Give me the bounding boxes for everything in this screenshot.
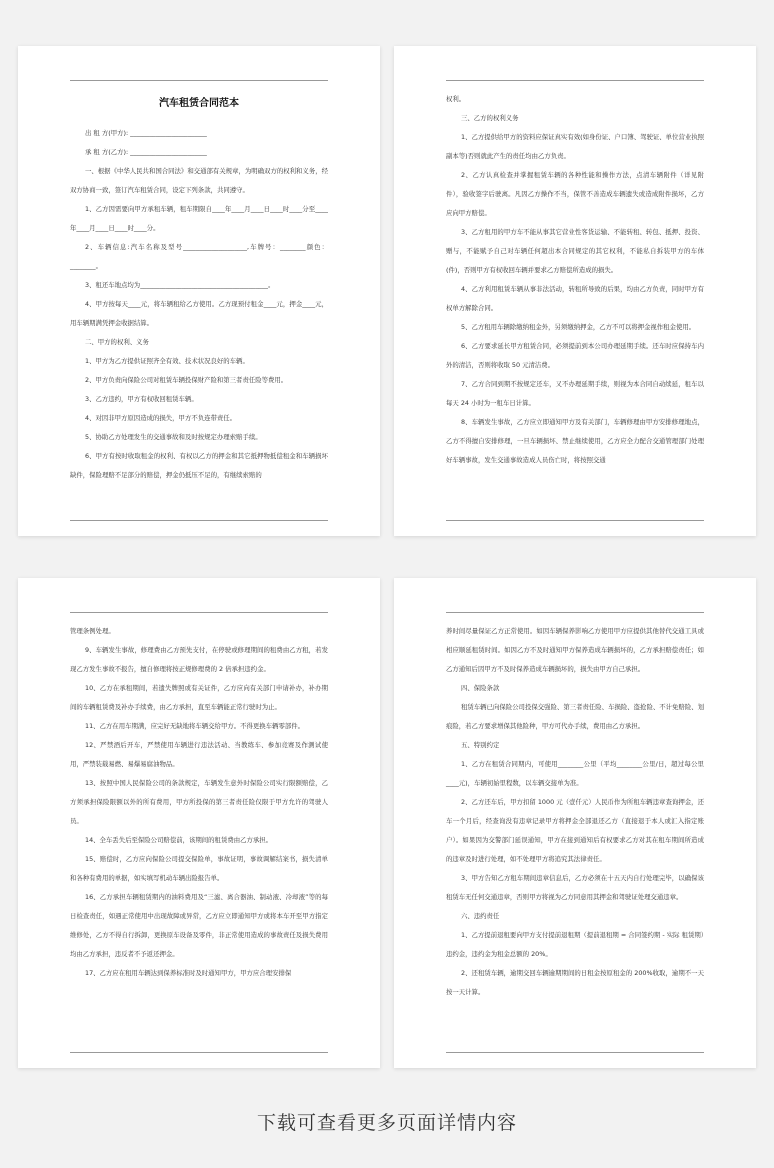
paragraph: 3、租还车地点均为________________________________________。 xyxy=(85,281,275,289)
header-rule xyxy=(446,612,704,613)
footer-rule xyxy=(446,1052,704,1053)
document-page-4 xyxy=(394,578,756,1068)
paragraph: 2、甲方负责向保险公司对租赁车辆投保财产险和第三者责任险等费用。 xyxy=(85,376,288,384)
section-heading: 三、乙方的权利义务 xyxy=(461,114,519,122)
paragraph: 11、乙方在用车期满，应完好无缺地将车辆交给甲方。不得更换车辆零部件。 xyxy=(85,722,305,730)
header-rule xyxy=(446,80,704,81)
paragraph: 5、协助乙方处理发生的交通事故和及时按规定办理索赔手续。 xyxy=(85,433,262,441)
paragraph: 5、乙方租用车辆除缴纳租金外，另须缴纳押金，乙方不可以将押金视作租金使用。 xyxy=(461,323,696,331)
paragraph: 15、赔偿时，乙方应向保险公司提交保险单，事故证明，事故调解结案书，损失清单和各种有费用的单据，如实填写机动车辆出险报告单。 xyxy=(70,855,328,882)
document-title: 汽车租赁合同范本 xyxy=(159,98,239,109)
section-heading: 四、保险条款 xyxy=(461,684,500,692)
paragraph: 2、车辆信息:汽车名称及型号____________________,车牌号：________颜色：________。 xyxy=(70,243,328,270)
paragraph-continuation: 管理条例处理。 xyxy=(70,627,115,635)
footer-rule xyxy=(70,520,328,521)
paragraph: 6、甲方有按时收取租金的权利、有权以乙方的押金和其它抵押物抵偿租金和车辆损坏缺件，保险理赔不足部分的赔偿，押金仍抵压不足的，有继续索赔的 xyxy=(70,452,328,479)
paragraph: 2、乙方还车后，甲方扣留 1000 元（壹仟元）人民币作为所租车辆违章查询押金，还车一个月后，经查询没有违章记录甲方将押金全部退还乙方（直接退于本人或汇入指定账户）。如果因为交警部门延误通知，甲方在接到通知后有权要求乙方对其在租车期间所造成的违章及时进行处理，如不处理甲方将追究其法律责任。 xyxy=(446,798,704,863)
party-a-line: 出 租 方(甲方): ________________________ xyxy=(85,129,207,137)
paragraph: 14、全车丢失后至保险公司赔偿前，该期间的租赁费由乙方承担。 xyxy=(85,836,273,844)
page-content xyxy=(446,622,704,1002)
paragraph: 12、严禁酒后开车，严禁使用车辆进行违法活动、当教练车、参加竞赛及作测试使用，严禁装载易燃、易爆易腐油物品。 xyxy=(70,741,328,768)
page-content xyxy=(70,622,328,983)
header-rule xyxy=(70,80,328,81)
paragraph: 1、甲方为乙方提供证照齐全有效、技术状况良好的车辆。 xyxy=(85,357,249,365)
section-heading: 二、甲方的权利、义务 xyxy=(85,338,149,346)
page-content xyxy=(70,96,328,485)
paragraph: 1、乙方提前退租要向甲方支付提前退租期（提前退租期 = 合同签约期 - 实际 租赁期）违约金，违约金为租金总额的 20%。 xyxy=(446,931,704,958)
paragraph: 租赁车辆已向保险公司投保交强险、第三者责任险、车损险、盗抢险、不计免赔险、划痕险，若乙方要求增保其他险种，甲方可代办手续，费用由乙方承担。 xyxy=(446,703,704,730)
document-page-3 xyxy=(18,578,380,1068)
document-page-2 xyxy=(394,46,756,536)
paragraph: 17、乙方应在租用车辆达到保养标准时及时通知甲方，甲方应合理安排保 xyxy=(85,969,292,977)
paragraph: 4、乙方利用租赁车辆从事非法活动，转租所导致的后果，均由乙方负责，同时甲方有权单方解除合同。 xyxy=(446,285,704,312)
document-page-1 xyxy=(18,46,380,536)
paragraph: 7、乙方合同到期不按规定还车，又不办理延期手续，则视为本合同自动续延，租车以每天 24 小时为一租车日计算。 xyxy=(446,380,704,407)
paragraph: 3、乙方租用的甲方车不能从事其它营业性客货运输、不能转租、转包、抵押、投资、赠与，不能赋予自己对车辆任何超出本合同规定的其它权利，不能私自拆装甲方的车体(件)，否则甲方有权收回车辆并要求乙方赔偿所造成的损失。 xyxy=(446,228,704,274)
paragraph: 1、乙方在租赁合同期内，可使用________公里（平均________公里/日，超过每公里____元)，车辆初始里程数，以车辆交接单为准。 xyxy=(446,760,704,787)
paragraph: 一、根据《中华人民共和国合同法》和交通部有关规章，为明确双方的权利和义务，经双方协商一致，签订汽车租赁合同，设定下列条款，共同遵守。 xyxy=(70,167,328,194)
paragraph-continuation: 养时间尽量保证乙方正常使用。如因车辆保养影响乙方使用甲方应提供其他替代交通工具或相应顺延租赁时间。如因乙方不及时通知甲方保养造成车辆损坏的，乙方承担赔偿责任；如乙方通知后因甲方不及时保养造成车辆损坏的，损失由甲方自己承担。 xyxy=(446,627,704,673)
paragraph: 16、乙方承担车辆租赁期内的油料费用及“三滤、离合器油、制动液、冷却液”等的每日检查责任，如遇正常使用中出现故障或异常，乙方应立即通知甲方或将本车开至甲方指定维修处，乙方不得自行拆卸，更换原车设备及零件，非正常使用造成的事故责任及损失费用均由乙方承担，违反者不予返还押金。 xyxy=(70,893,328,958)
paragraph-continuation: 权利。 xyxy=(446,95,466,103)
paragraph: 1、乙方因需要向甲方承租车辆，租车期限自____年____月____日____时____分至____年____月____日____时____分。 xyxy=(70,205,328,232)
paragraph: 9、车辆发生事故，修理费由乙方预先支付，在停驶或修理期间的租费由乙方租，若发现乙方发生事故不报告，擅自修理将按正规修理费的 2 倍承担违约金。 xyxy=(70,646,328,673)
party-b-line: 承 租 方(乙方): ________________________ xyxy=(85,148,207,156)
paragraph: 2、还租赁车辆，逾期交回车辆逾期期间的日租金按原租金的 200%收取，逾期不一天按一天计算。 xyxy=(446,969,704,996)
paragraph: 1、乙方提供给甲方的资料应保证真实有效(如身份证、户口簿、驾驶证、单位营业执照副本等)否则就此产生的责任均由乙方负责。 xyxy=(446,133,705,160)
page-content xyxy=(446,90,704,470)
paragraph: 2、乙方认真检查并掌握租赁车辆的各种性能和操作方法，点清车辆附件（详见附件），验收签字后驶离。凡因乙方操作不当，保管不善造成车辆遗失或造成附件损坏，乙方应向甲方赔偿。 xyxy=(446,171,704,217)
download-more-caption: 下载可查看更多页面详情内容 xyxy=(256,1112,517,1134)
section-heading: 六、违约责任 xyxy=(461,912,500,920)
header-rule xyxy=(70,612,328,613)
paragraph: 10、乙方在承租期间，若遗失牌照或有关证件，乙方应向有关部门申请补办，补办期间的车辆租赁费及补办手续费，由乙方承担，直至车辆能正常行驶时为止。 xyxy=(70,684,328,711)
paragraph: 4、甲方按每天____元，将车辆租给乙方使用。乙方现预付租金____元，押金____元，用车辆期满凭押金收据结算。 xyxy=(70,300,328,327)
paragraph: 13、按照中国人民保险公司的条款规定，车辆发生意外时保险公司实行限额赔偿，乙方须承担保险限额以外的所有费用，甲方所投保的第三者责任险仅限于甲方允许的驾驶人员。 xyxy=(70,779,328,825)
paragraph: 6、乙方要求延长甲方租赁合同，必须提前到本公司办理延期手续。还车时应保持车内外的清洁，否则将收取 50 元清洁费。 xyxy=(446,342,704,369)
paragraph: 3、乙方违约，甲方有权收回租赁车辆。 xyxy=(85,395,198,403)
footer-rule xyxy=(446,520,704,521)
paragraph: 8、车辆发生事故，乙方应立即通知甲方及有关部门，车辆修理由甲方安排修理地点，乙方不得擅自安排修理，一旦车辆损坏、禁止继续使用，乙方应全力配合交通管理部门处理好车辆事故，发生交通事故造成人员伤亡时，将按照交通 xyxy=(446,418,704,464)
footer-rule xyxy=(70,1052,328,1053)
paragraph: 4、对因非甲方原因造成的损失，甲方不负连带责任。 xyxy=(85,414,237,422)
paragraph: 3、甲方告知乙方租车期间违章信息后，乙方必须在十五天内自行处理完毕，以确保该租赁车无任何交通违章，否则甲方将视为乙方同意用其押金和驾驶证处理交通违章。 xyxy=(446,874,704,901)
section-heading: 五、特别约定 xyxy=(461,741,500,749)
